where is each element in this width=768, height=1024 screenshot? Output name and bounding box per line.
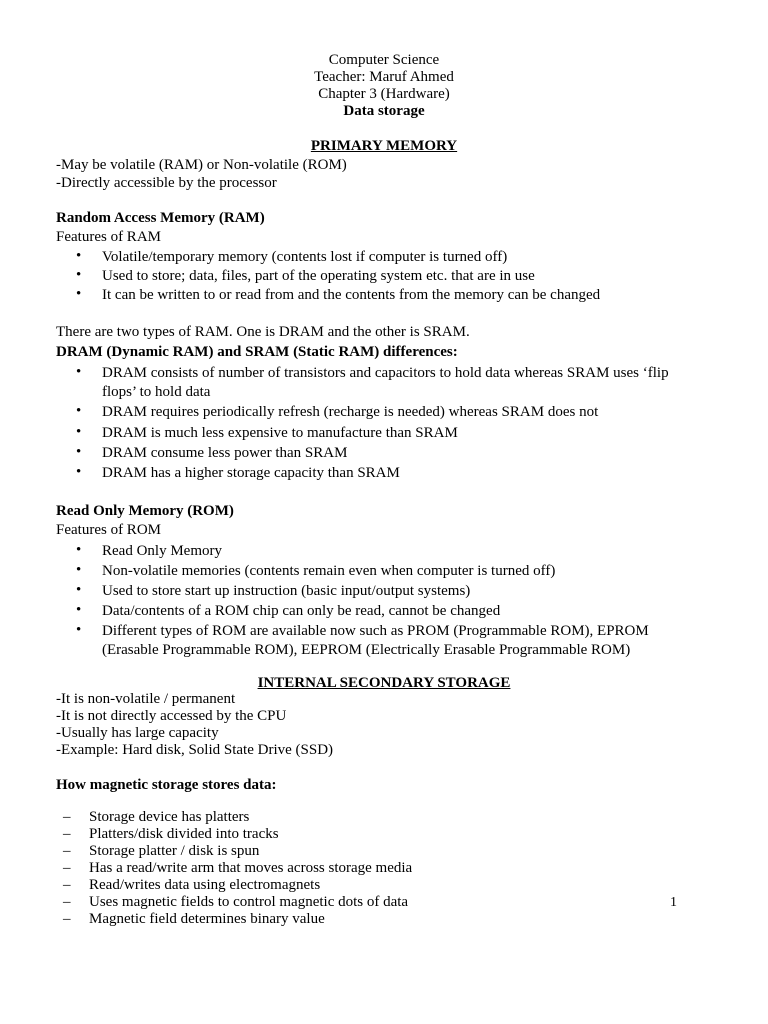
rom-bullet-text: Data/contents of a ROM chip can only be read, cannot be changed — [102, 603, 501, 619]
dram-bullet-text: DRAM has a higher storage capacity than SRAM — [102, 465, 400, 481]
topic-line: Data storage — [343, 103, 425, 119]
ram-types-line: There are two types of RAM. One is DRAM and the other is SRAM. — [56, 324, 470, 340]
secondary-line-1: -It is non-volatile / permanent — [56, 691, 236, 707]
page-number: 1 — [670, 895, 677, 910]
dash-icon: – — [63, 894, 71, 910]
ram-bullet-text: It can be written to or read from and the contents from the memory can be changed — [102, 287, 601, 303]
ram-bullet-text: Used to store; data, files, part of the operating system etc. that are in use — [102, 268, 535, 284]
dram-sram-heading: DRAM (Dynamic RAM) and SRAM (Static RAM) differences: — [56, 344, 458, 360]
primary-line-1: -May be volatile (RAM) or Non-volatile (ROM) — [56, 157, 347, 173]
primary-line-2: -Directly accessible by the processor — [56, 175, 277, 191]
rom-bullet-text: Different types of ROM are available now such as PROM (Programmable ROM), EPROM (Erasable Programmable ROM), EEPROM (Electrically Erasable Programmable ROM) — [102, 623, 649, 658]
rom-bullet-text: Non-volatile memories (contents remain even when computer is turned off) — [102, 563, 556, 579]
bullet-icon: • — [76, 542, 82, 558]
bullet-icon: • — [76, 424, 82, 440]
bullet-icon: • — [76, 582, 82, 598]
dash-icon: – — [63, 809, 71, 825]
magnetic-item-text: Read/writes data using electromagnets — [89, 877, 321, 893]
document-header — [0, 52, 768, 120]
dram-bullet-text: DRAM is much less expensive to manufacture than SRAM — [102, 425, 458, 441]
magnetic-item-text: Magnetic field determines binary value — [89, 911, 325, 927]
bullet-icon: • — [76, 403, 82, 419]
ram-features-label: Features of RAM — [56, 229, 161, 245]
magnetic-item-text: Storage device has platters — [89, 809, 250, 825]
primary-memory-heading: PRIMARY MEMORY — [310, 138, 458, 154]
bullet-icon: • — [76, 444, 82, 460]
bullet-icon: • — [76, 364, 82, 380]
magnetic-item-text: Storage platter / disk is spun — [89, 843, 260, 859]
subject-line: Computer Science — [328, 52, 440, 68]
dash-icon: – — [63, 843, 71, 859]
rom-bullet-text: Used to store start up instruction (basic input/output systems) — [102, 583, 471, 599]
rom-bullet-text: Read Only Memory — [102, 543, 222, 559]
bullet-icon: • — [76, 267, 82, 283]
ram-heading: Random Access Memory (RAM) — [56, 210, 265, 226]
bullet-icon: • — [76, 562, 82, 578]
bullet-icon: • — [76, 622, 82, 638]
magnetic-item-text: Platters/disk divided into tracks — [89, 826, 279, 842]
secondary-line-2: -It is not directly accessed by the CPU — [56, 708, 287, 724]
chapter-line: Chapter 3 (Hardware) — [318, 86, 450, 102]
bullet-icon: • — [76, 602, 82, 618]
secondary-line-3: -Usually has large capacity — [56, 725, 219, 741]
teacher-line: Teacher: Maruf Ahmed — [314, 69, 454, 85]
rom-features-label: Features of ROM — [56, 522, 161, 538]
bullet-icon: • — [76, 464, 82, 480]
magnetic-item-text: Has a read/write arm that moves across storage media — [89, 860, 413, 876]
ram-bullet-text: Volatile/temporary memory (contents lost if computer is turned off) — [102, 249, 508, 265]
bullet-icon: • — [76, 248, 82, 264]
dash-icon: – — [63, 826, 71, 842]
magnetic-item-text: Uses magnetic fields to control magnetic dots of data — [89, 894, 409, 910]
secondary-line-4: -Example: Hard disk, Solid State Drive (SSD) — [56, 742, 334, 758]
dram-bullet-text: DRAM consists of number of transistors and capacitors to hold data whereas SRAM uses ‘flip flops’ to hold data — [102, 365, 669, 400]
dram-bullet-text: DRAM requires periodically refresh (recharge is needed) whereas SRAM does not — [102, 404, 599, 420]
dram-bullet-text: DRAM consume less power than SRAM — [102, 445, 348, 461]
dash-icon: – — [63, 860, 71, 876]
secondary-storage-heading: INTERNAL SECONDARY STORAGE — [257, 675, 511, 691]
dash-icon: – — [63, 911, 71, 927]
rom-heading: Read Only Memory (ROM) — [56, 503, 234, 519]
dash-icon: – — [63, 877, 71, 893]
magnetic-heading: How magnetic storage stores data: — [56, 777, 277, 793]
bullet-icon: • — [76, 286, 82, 302]
